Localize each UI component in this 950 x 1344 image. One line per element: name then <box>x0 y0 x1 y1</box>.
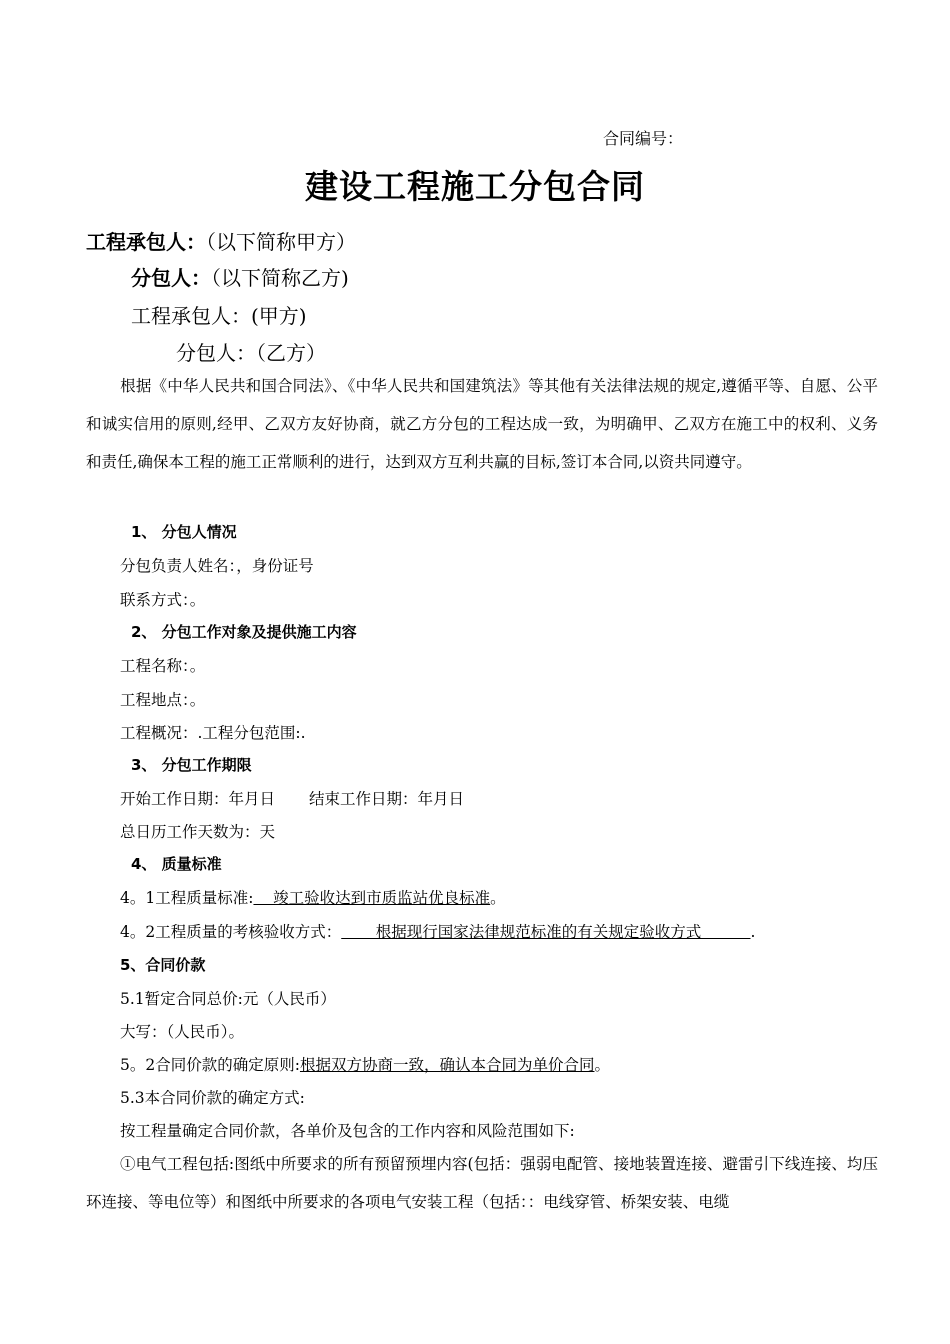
party-subcontractor-short: 分包人：（乙方） <box>176 341 326 365</box>
subcontract-leader-line: 分包负责人姓名：，身份证号 <box>120 557 314 575</box>
pricing-principle-end: 。 <box>594 1056 610 1074</box>
acceptance-method-label: 4。2工程质量的考核验收方式： <box>120 923 342 941</box>
contract-number-label: 合同编号： <box>603 129 684 148</box>
party-contractor <box>86 226 356 255</box>
project-location-line: 工程地点：。 <box>120 691 206 709</box>
preamble-paragraph <box>86 367 878 481</box>
start-date: 开始工作日期：年月日 <box>120 790 276 808</box>
price-in-words-line: 大写：（人民币）。 <box>120 1023 245 1041</box>
contact-line: 联系方式：。 <box>120 591 206 609</box>
project-overview-line: 工程概况：.工程分包范围:. <box>120 724 306 742</box>
quality-standard-end: 。 <box>490 889 506 907</box>
unit-price-intro-line: 按工程量确定合同价款，各单价及包含的工作内容和风险范围如下: <box>120 1122 575 1140</box>
section-3-heading: 3、 分包工作期限 <box>131 756 252 774</box>
electrical-works-text: ①电气工程包括:图纸中所要求的所有预留预埋内容(包括：强弱电配管、接地装置连接、避雷引下线连接、均压环连接、等电位等）和图纸中所要求的各项电气安装工程（包括：：电线穿管、桥架安装、电缆 <box>86 1155 878 1211</box>
section-4-heading: 4、 质量标准 <box>131 855 222 873</box>
section-2-heading: 2、 分包工作对象及提供施工内容 <box>131 623 357 641</box>
quality-standard-line <box>120 886 506 908</box>
end-date: 结束工作日期：年月日 <box>309 790 465 808</box>
contractor-label: 工程承包人： <box>86 230 206 254</box>
section-5-heading: 5、合同价款 <box>120 956 206 974</box>
pricing-principle-line <box>120 1053 610 1075</box>
acceptance-method-line <box>120 920 755 942</box>
pricing-principle-value: 根据双方协商一致，确认本合同为单价合同 <box>299 1056 595 1074</box>
party-subcontractor <box>131 262 349 291</box>
document-title: 建设工程施工分包合同 <box>305 167 645 206</box>
calendar-days-line: 总日历工作天数为：天 <box>120 823 276 841</box>
project-name-line: 工程名称：。 <box>120 657 206 675</box>
electrical-works-paragraph <box>86 1145 878 1221</box>
subcontractor-label: 分包人： <box>131 266 211 290</box>
subcontractor-note: （以下简称乙方) <box>211 266 349 290</box>
quality-standard-value: 竣工验收达到市质监站优良标准 <box>253 889 491 907</box>
acceptance-method-end: . <box>750 923 756 941</box>
acceptance-method-value: 根据现行国家法律规范标准的有关规定验收方式 <box>341 923 751 941</box>
provisional-price-line: 5.1暂定合同总价:元（人民币） <box>120 990 336 1008</box>
pricing-method-line: 5.3本合同价款的确定方式: <box>120 1089 305 1107</box>
quality-standard-label: 4。1工程质量标准: <box>120 889 254 907</box>
contractor-note: （以下简称甲方） <box>206 230 356 254</box>
preamble-text: 根据《中华人民共和国合同法》、《中华人民共和国建筑法》等其他有关法律法规的规定,遵循平等、自愿、公平和诚实信用的原则,经甲、乙双方友好协商，就乙方分包的工程达成一致，为明确甲、乙双方在施工中的权利、义务和责任,确保本工程的施工正常顺利的进行，达到双方互利共赢的目标,签订本合同,以资共同遵守。 <box>86 377 878 471</box>
pricing-principle-label: 5。2合同价款的确定原则: <box>120 1056 300 1074</box>
work-period-line <box>120 787 464 809</box>
section-1-heading: 1、 分包人情况 <box>131 523 237 541</box>
party-contractor-short: 工程承包人：(甲方) <box>131 304 307 328</box>
